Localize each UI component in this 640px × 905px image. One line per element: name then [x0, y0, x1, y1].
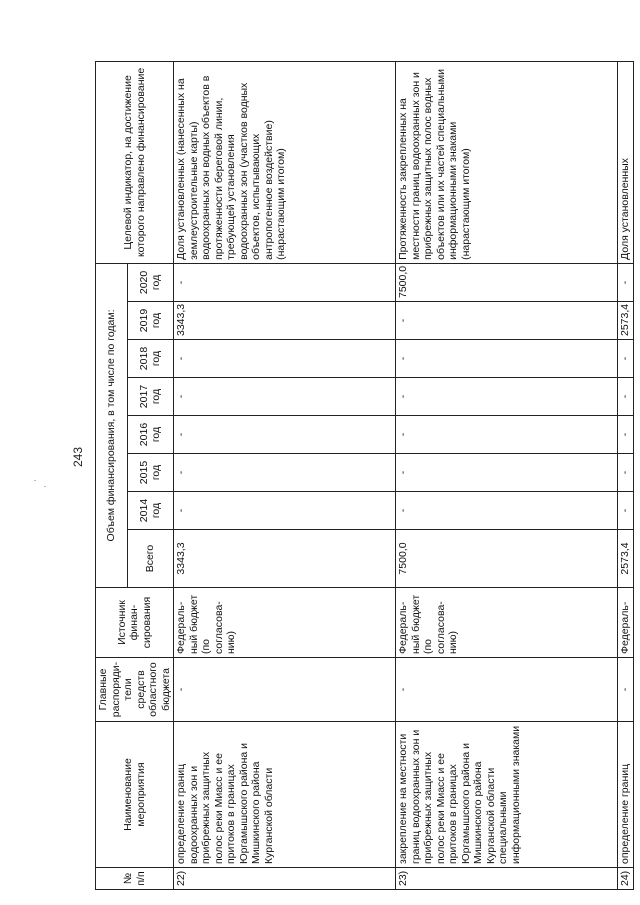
rotated-table-container: [95, 62, 631, 890]
header-total: Всего: [127, 530, 173, 588]
header-source: Источник финан-сирования: [96, 588, 174, 658]
row-year-2015: -: [396, 454, 618, 492]
row-total: 2573,4: [618, 530, 634, 588]
row-source: Федераль-: [618, 588, 634, 658]
header-name: Наименование мероприятия: [96, 722, 174, 868]
header-year: 2020 год: [127, 263, 173, 301]
header-year: 2015 год: [127, 454, 173, 492]
table-row: [396, 61, 618, 889]
header-year: 2014 год: [127, 492, 173, 530]
row-year-2016: -: [618, 416, 634, 454]
row-year-2018: -: [396, 340, 618, 378]
row-managers: -: [174, 658, 396, 722]
row-year-2020: -: [618, 263, 634, 301]
header-funding-group: Объем финансирования, в том числе по годам:: [96, 263, 128, 587]
row-num: 23): [396, 868, 618, 890]
row-year-2015: -: [618, 454, 634, 492]
table-row: [618, 61, 634, 889]
row-year-2015: -: [174, 454, 396, 492]
row-year-2014: -: [618, 492, 634, 530]
row-year-2017: -: [396, 378, 618, 416]
row-managers: -: [396, 658, 618, 722]
row-source: Федераль-ный бюджет (по согласова-нию): [396, 588, 618, 658]
page-number: 243: [71, 446, 85, 468]
row-name: закрепление на местности границ водоохранных зон и прибрежных защитных полос реки Миасс и ее притоков в границах Юргамышского района и Мишкинского района Курганской области специальными информационными знаками: [396, 722, 618, 868]
row-source: Федераль-ный бюджет (по согласова-нию): [174, 588, 396, 658]
header-year: 2018 год: [127, 340, 173, 378]
row-year-2016: -: [396, 416, 618, 454]
row-year-2020: 7500,0: [396, 263, 618, 301]
header-indicator: Целевой индикатор, на достижение которого направлено финансирование: [96, 61, 174, 263]
row-year-2019: 2573,4: [618, 302, 634, 340]
header-year: 2016 год: [127, 416, 173, 454]
row-year-2014: -: [174, 492, 396, 530]
row-managers: -: [618, 658, 634, 722]
row-year-2018: -: [174, 340, 396, 378]
row-name: определение границ водоохранных зон и прибрежных защитных полос реки Миасс и ее притоков в границах Юргамышского района и Мишкинского района Курганской области: [174, 722, 396, 868]
row-num: 24): [618, 868, 634, 890]
scan-speck: [44, 486, 46, 487]
header-num: № п/п: [96, 868, 174, 890]
header-managers: Главные распоряди-тели средств областного бюджета: [96, 658, 174, 722]
row-total: 3343,3: [174, 530, 396, 588]
row-name: определение границ: [618, 722, 634, 868]
row-indicator: Протяженность закрепленных на местности границ водоохранных зон и прибрежных защитных полос водных объектов или их частей специальными информационными знаками (нарастающим итогом): [396, 61, 618, 263]
row-indicator: Доля установленных (нанесенных на землеустроительные карты) водоохранных зон водных объектов в протяженности береговой линии, требующей установления водоохранных зон (участков водных объектов, испытывающих антропогенное воздействие) (нарастающим итогом): [174, 61, 396, 263]
row-year-2019: -: [396, 302, 618, 340]
scan-speck: [34, 480, 36, 481]
row-num: 22): [174, 868, 396, 890]
row-year-2017: -: [618, 378, 634, 416]
row-total: 7500,0: [396, 530, 618, 588]
header-row-top: [96, 61, 128, 889]
row-year-2020: -: [174, 263, 396, 301]
row-year-2014: -: [396, 492, 618, 530]
row-indicator: Доля установленных: [618, 61, 634, 263]
header-year: 2017 год: [127, 378, 173, 416]
row-year-2019: 3343,3: [174, 302, 396, 340]
funding-table: [95, 61, 634, 890]
row-year-2016: -: [174, 416, 396, 454]
row-year-2018: -: [618, 340, 634, 378]
table-row: [174, 61, 396, 889]
header-year: 2019 год: [127, 302, 173, 340]
row-year-2017: -: [174, 378, 396, 416]
